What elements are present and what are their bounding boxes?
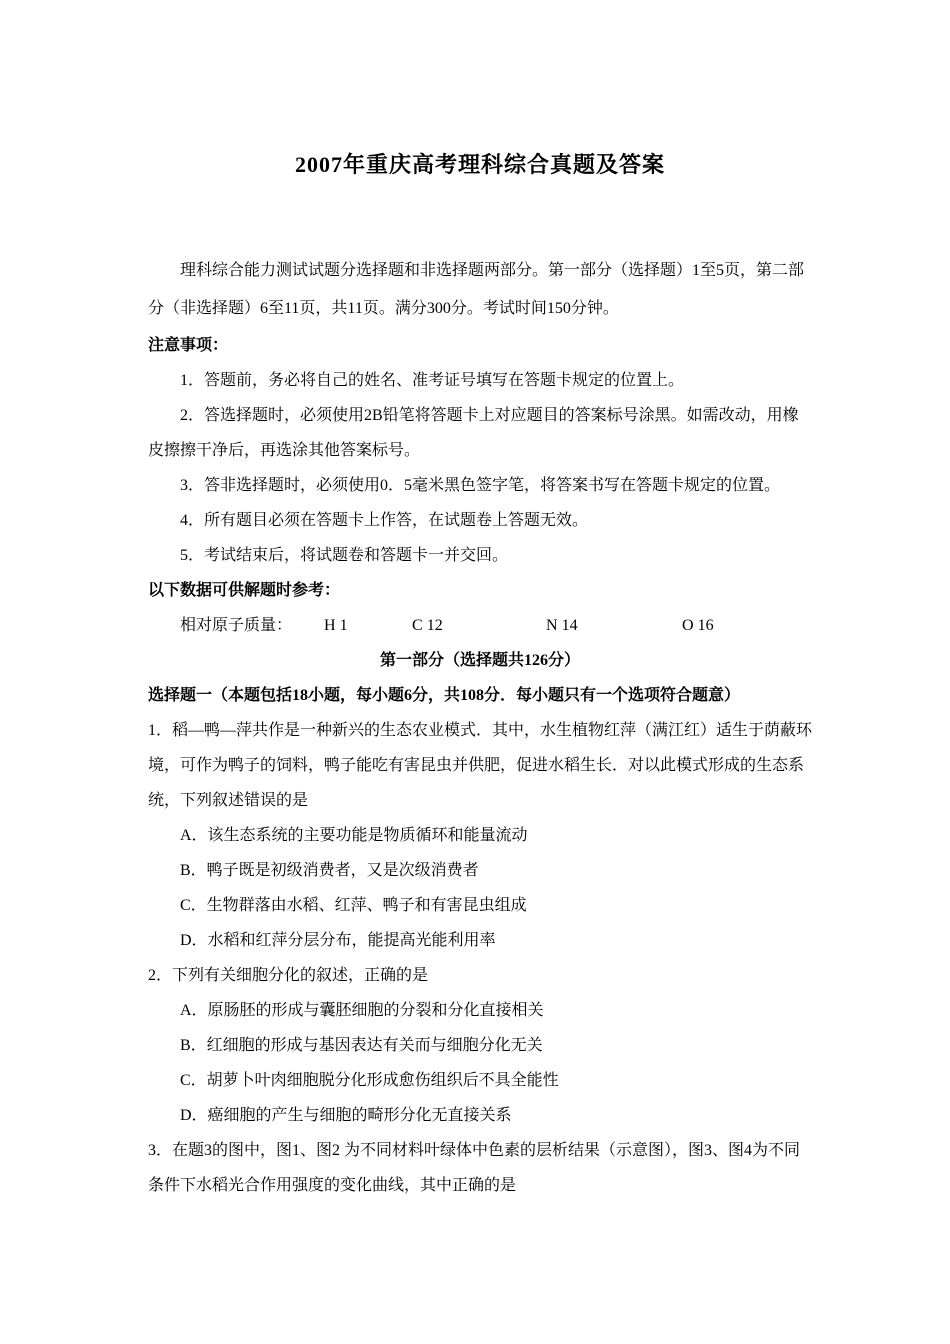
notice-heading: 注意事项： xyxy=(148,337,229,354)
section-instruction: 选择题一（本题包括18小题，每小题6分，共108分．每小题只有一个选项符合题意） xyxy=(148,687,741,704)
notice-item-1: 1．答题前，务必将自己的姓名、准考证号填写在答题卡规定的位置上。 xyxy=(180,372,685,389)
reference-label: 相对原子质量： xyxy=(180,617,293,634)
section-heading: 第一部分（选择题共126分） xyxy=(379,652,580,669)
question-2-option-b: B．红细胞的形成与基因表达有关而与细胞分化无关 xyxy=(180,1037,543,1054)
notice-item-2: 2．答选择题时，必须使用2B铅笔将答题卡上对应题目的答案标号涂黑。如需改动，用橡皮擦擦干净后，再选涂其他答案标号。 xyxy=(148,407,799,459)
reference-line xyxy=(148,608,812,643)
question-1-option-c: C．生物群落由水稻、红萍、鸭子和有害昆虫组成 xyxy=(180,897,527,914)
question-2-option-a: A．原肠胚的形成与囊胚细胞的分裂和分化直接相关 xyxy=(180,1002,544,1019)
reference-value-o: O 16 xyxy=(682,617,714,634)
question-1-option-a: A．该生态系统的主要功能是物质循环和能量流动 xyxy=(180,827,528,844)
question-2-option-d: D．癌细胞的产生与细胞的畸形分化无直接关系 xyxy=(180,1107,512,1124)
reference-value-n: N 14 xyxy=(546,617,578,634)
question-3 xyxy=(148,1133,812,1203)
question-1-body: 1．稻—鸭—萍共作是一种新兴的生态农业模式．其中，水生植物红萍（满江红）适生于荫蔽环境，可作为鸭子的饲料，鸭子能吃有害昆虫并供肥，促进水稻生长．对以此模式形成的生态系统，下列叙述错误的是 xyxy=(148,722,813,809)
question-1-option-b: B．鸭子既是初级消费者，又是次级消费者 xyxy=(180,862,479,879)
question-2-body: 2．下列有关细胞分化的叙述，正确的是 xyxy=(148,967,429,984)
reference-heading: 以下数据可供解题时参考： xyxy=(148,582,341,599)
notice-item-5: 5．考试结束后，将试题卷和答题卡一并交回。 xyxy=(180,547,509,564)
question-1 xyxy=(148,713,812,958)
question-2 xyxy=(148,958,812,1133)
notice-item-3: 3．答非选择题时，必须使用0．5毫米黑色签字笔，将答案书写在答题卡规定的位置。 xyxy=(180,477,781,494)
reference-value-c: C 12 xyxy=(412,617,443,634)
question-1-option-d: D．水稻和红萍分层分布，能提高光能利用率 xyxy=(180,932,496,949)
question-3-body: 3．在题3的图中，图1、图2 为不同材料叶绿体中色素的层析结果（示意图），图3、图4为不同条件下水稻光合作用强度的变化曲线，其中正确的是 xyxy=(148,1142,801,1194)
reference-value-h: H 1 xyxy=(324,617,348,634)
intro-paragraph: 理科综合能力测试试题分选择题和非选择题两部分。第一部分（选择题）1至5页，第二部分（非选择题）6至11页，共11页。满分300分。考试时间150分钟。 xyxy=(148,262,805,317)
question-2-option-c: C．胡萝卜叶肉细胞脱分化形成愈伤组织后不具全能性 xyxy=(180,1072,559,1089)
notice-item-4: 4．所有题目必须在答题卡上作答，在试题卷上答题无效。 xyxy=(180,512,589,529)
page-title: 2007年重庆高考理科综合真题及答案 xyxy=(294,152,665,177)
